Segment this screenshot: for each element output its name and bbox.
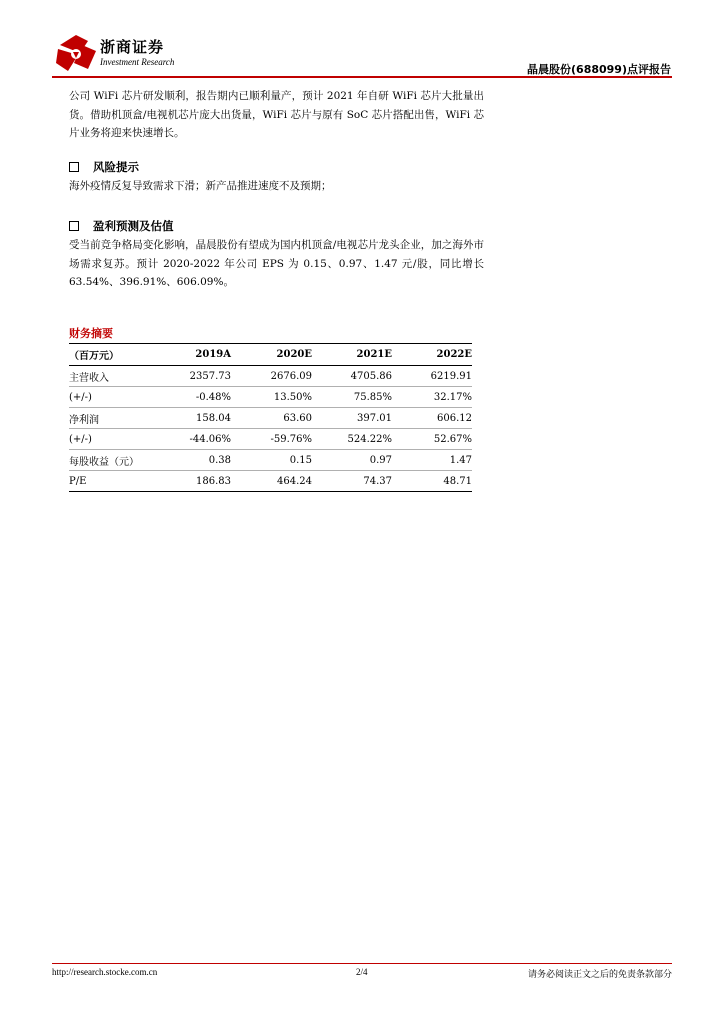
brand-name-cn: 浙商证券	[100, 38, 165, 56]
brand-name-en: Investment Research	[100, 57, 175, 67]
table-row	[69, 471, 472, 492]
forecast-section-title	[69, 218, 174, 234]
table-cell: 2676.09	[231, 366, 312, 387]
row-label: (+/-)	[69, 429, 164, 450]
header-divider	[52, 76, 672, 78]
table-cell: 1.47	[392, 450, 472, 471]
row-label: 主营收入	[69, 366, 164, 387]
page-header	[0, 0, 724, 80]
table-cell: 464.24	[231, 471, 312, 492]
footer-divider	[52, 963, 672, 964]
table-cell: 4705.86	[312, 366, 392, 387]
table-row	[69, 408, 472, 429]
header-2021e: 2021E	[312, 344, 392, 366]
header-2019a: 2019A	[164, 344, 231, 366]
header-unit: （百万元）	[69, 344, 164, 366]
footer-url-link[interactable]: http://research.stocke.com.cn	[52, 967, 158, 977]
row-label: 净利润	[69, 408, 164, 429]
table-cell: 0.97	[312, 450, 392, 471]
table-cell: 158.04	[164, 408, 231, 429]
table-row	[69, 450, 472, 471]
forecast-title-text: 盈利预测及估值	[93, 219, 174, 233]
checkbox-bullet-icon	[69, 221, 79, 231]
wifi-paragraph: 公司 WiFi 芯片研发顺利，报告期内已顺利量产，预计 2021 年自研 WiFi 芯片大批量出货。借助机顶盒/电视机芯片庞大出货量，WiFi 芯片与原有 SoC 芯片搭配出售，WiFi 芯片业务将迎来快速增长。	[69, 90, 484, 139]
report-title: 晶晨股份(688099)点评报告	[527, 63, 671, 76]
table-cell: 524.22%	[312, 429, 392, 450]
risk-section-title	[69, 159, 139, 175]
table-cell: 2357.73	[164, 366, 231, 387]
zheshang-logo-icon	[54, 33, 98, 73]
table-cell: 75.85%	[312, 387, 392, 408]
table-cell: 0.38	[164, 450, 231, 471]
table-cell: 186.83	[164, 471, 231, 492]
table-row	[69, 387, 472, 408]
header-2022e: 2022E	[392, 344, 472, 366]
checkbox-bullet-icon	[69, 162, 79, 172]
risk-paragraph: 海外疫情反复导致需求下滑；新产品推进速度不及预期；	[69, 180, 332, 192]
table-cell: -59.76%	[231, 429, 312, 450]
header-2020e: 2020E	[231, 344, 312, 366]
table-cell: 63.60	[231, 408, 312, 429]
page-number: 2/4	[356, 967, 368, 977]
table-cell: 13.50%	[231, 387, 312, 408]
table-cell: 48.71	[392, 471, 472, 492]
financial-summary-title: 财务摘要	[69, 327, 113, 340]
risk-title-text: 风险提示	[93, 160, 139, 174]
table-cell: -44.06%	[164, 429, 231, 450]
table-cell: -0.48%	[164, 387, 231, 408]
table-header-row	[69, 344, 472, 366]
row-label: P/E	[69, 471, 164, 492]
forecast-paragraph: 受当前竞争格局变化影响，晶晨股份有望成为国内机顶盒/电视芯片龙头企业，加之海外市场需求复苏。预计 2020-2022 年公司 EPS 为 0.15、0.97、1.47 元/股，同比增长 63.54%、396.91%、606.09%。	[69, 239, 484, 288]
financial-summary-table	[69, 343, 472, 492]
row-label: 每股收益（元）	[69, 450, 164, 471]
table-cell: 6219.91	[392, 366, 472, 387]
table-cell: 606.12	[392, 408, 472, 429]
row-label: (+/-)	[69, 387, 164, 408]
table-cell: 32.17%	[392, 387, 472, 408]
table-row	[69, 366, 472, 387]
table-cell: 0.15	[231, 450, 312, 471]
table-cell: 74.37	[312, 471, 392, 492]
footer-disclaimer: 请务必阅读正文之后的免责条款部分	[527, 970, 672, 980]
table-cell: 52.67%	[392, 429, 472, 450]
table-row	[69, 429, 472, 450]
table-cell: 397.01	[312, 408, 392, 429]
